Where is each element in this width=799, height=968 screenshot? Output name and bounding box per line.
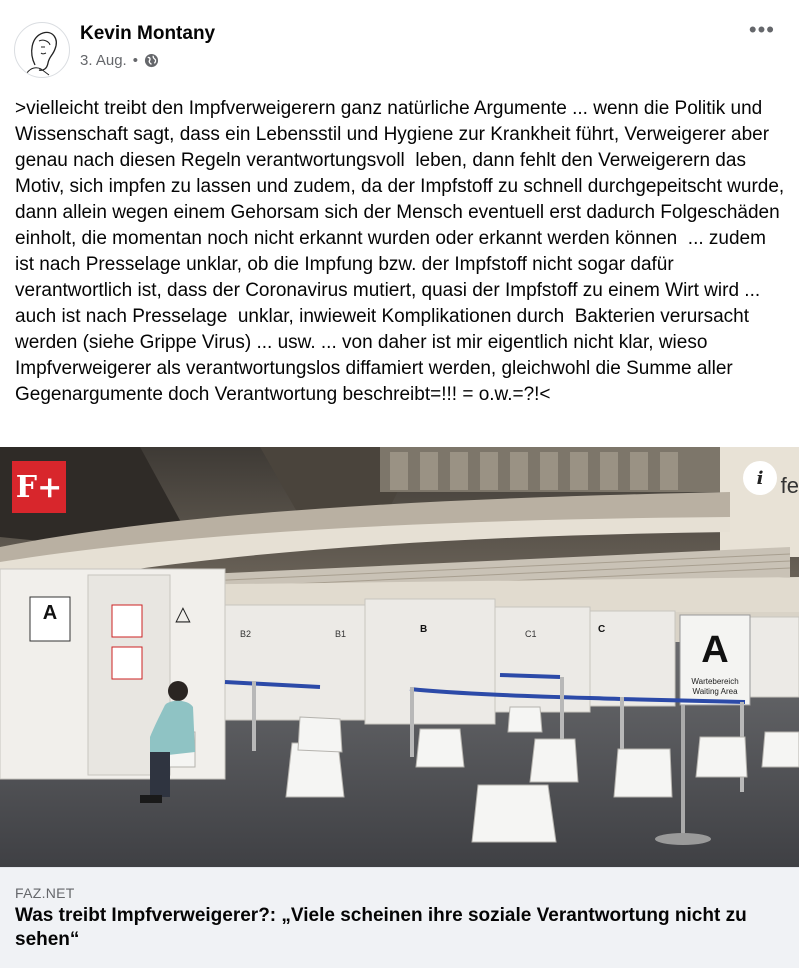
- sign-triangle: △: [175, 601, 191, 625]
- globe-icon: [144, 53, 159, 68]
- post-meta: [80, 52, 159, 69]
- booth-label-c1: C1: [525, 629, 537, 639]
- stand-sign-caption-2: Waiting Area: [692, 687, 738, 696]
- stand-sign-letter: A: [701, 629, 729, 671]
- link-headline[interactable]: Was treibt Impfverweigerer?: „Viele scheinen ihre soziale Verantwortung nicht zu sehen“: [15, 905, 747, 950]
- post-date[interactable]: 3. Aug.: [80, 52, 127, 69]
- post-text: >vielleicht treibt den Impfverweigerern ganz natürliche Argumente ... wenn die Politik und Wissenschaft sagt, dass ein Lebensstil und Hygiene zur Krankheit führt, Verweigerer aber genau nach diesen Regeln verantwortungsvoll leben, dann fehlt den Verweigerern das Motiv, sich impfen zu lassen und zudem, da der Impfstoff zu schnell durchgepeitscht wurde, dann allein wegen einem Gehorsam sich der Mensch eventuell erst dadurch Folgeschäden einholt, die momentan noch nicht erkannt wurden oder erkannt werden können ... zudem ist nach Presselage unklar, ob die Impfung bzw. der Impfstoff nicht sogar dafür verantwortlich ist, dass der Coronavirus mutiert, quasi der Impfstoff zu einem Wirt wird ... auch ist nach Presselage unklar, inwieweit Komplikationen durch Bakterien verursacht werden (siehe Grippe Virus) ... usw. ... von daher ist mir eigentlich nicht klar, wieso Impfverweigerer als verantwortungslos diffamiert werden, gleichwohl die Summe aller Gegenargumente doch Verantwortung beschreibt=!!! = o.w.=?!<: [15, 98, 795, 405]
- booth-label-c: C: [598, 624, 606, 635]
- stand-sign-caption-1: Wartebereich: [691, 677, 739, 686]
- meta-separator: •: [132, 52, 138, 69]
- sign-letter-left: A: [42, 602, 58, 624]
- link-preview-image[interactable]: [0, 447, 799, 867]
- cropped-edge-text: fe: [780, 473, 799, 498]
- link-source: FAZ.NET: [15, 885, 75, 901]
- post-author[interactable]: Kevin Montany: [80, 23, 216, 44]
- avatar[interactable]: [14, 22, 70, 78]
- booth-label-b1: B1: [335, 629, 347, 639]
- faz-plus-logo: F+: [12, 461, 66, 513]
- info-icon[interactable]: i: [743, 461, 777, 495]
- post-header: [0, 0, 799, 90]
- link-preview-card[interactable]: [0, 867, 799, 968]
- booth-label-b: B: [420, 624, 428, 635]
- booth-label-b2: B2: [240, 629, 252, 639]
- more-options-icon[interactable]: •••: [748, 17, 775, 42]
